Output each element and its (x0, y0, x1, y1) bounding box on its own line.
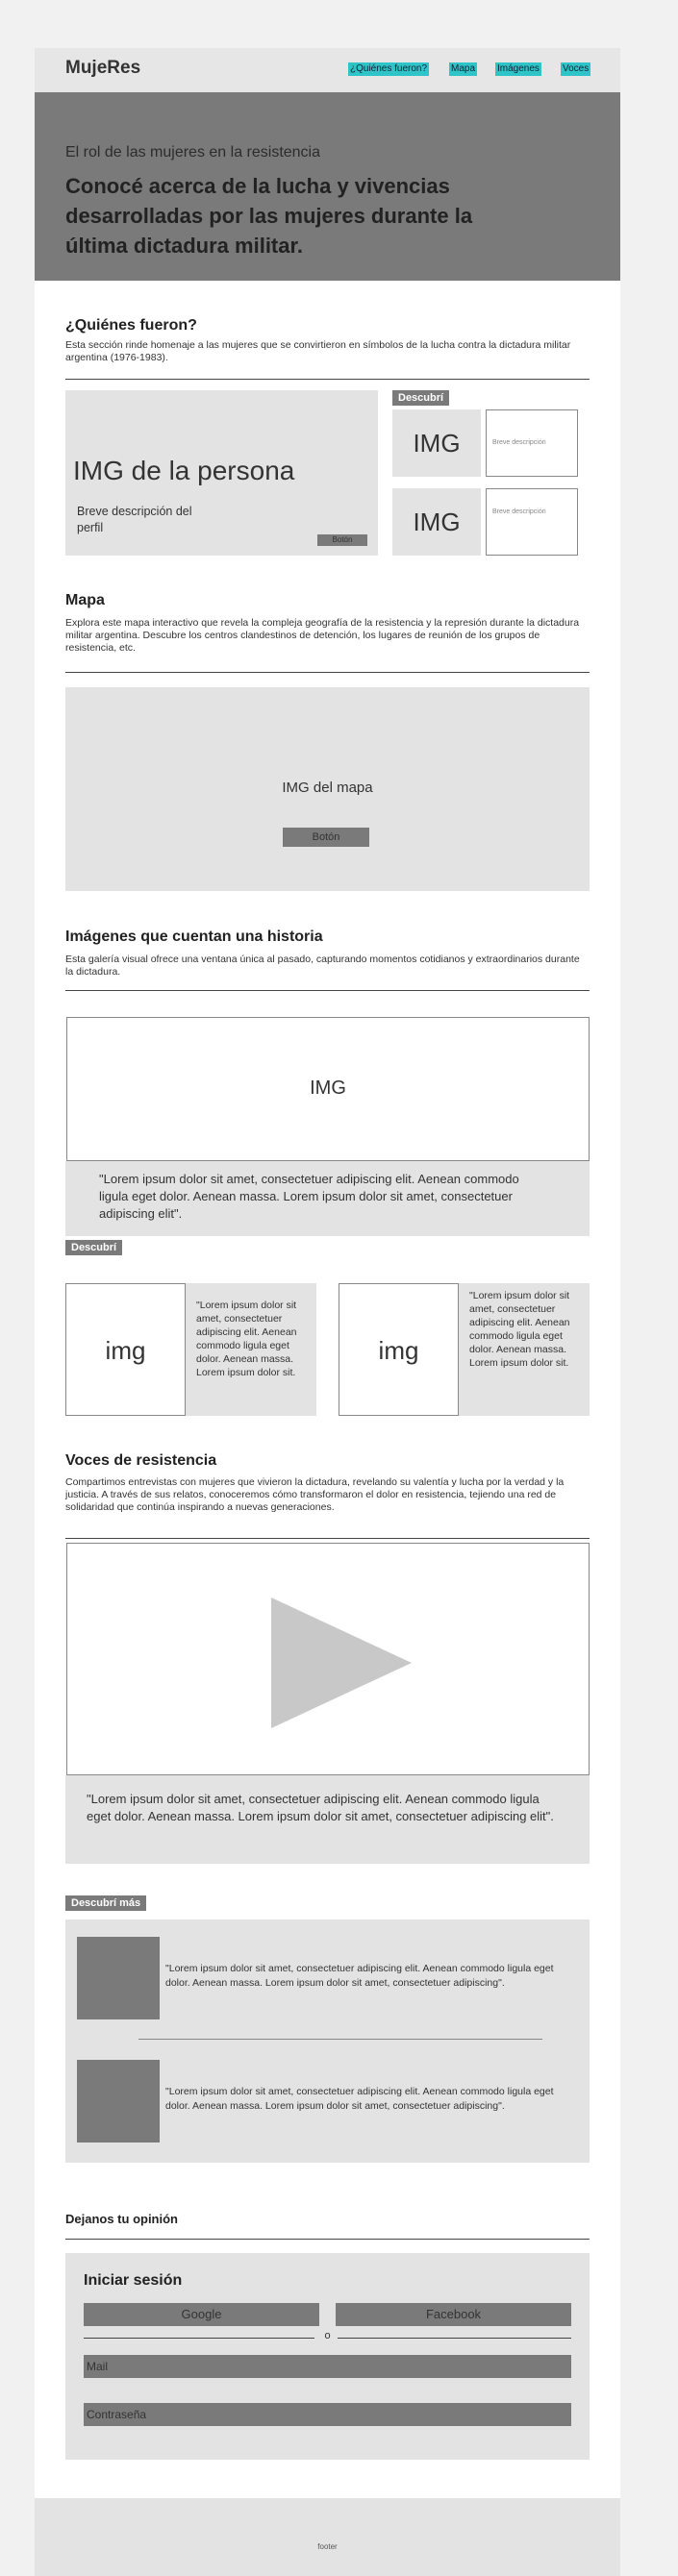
video-quote: "Lorem ipsum dolor sit amet, consectetuer adipiscing elit. Aenean commodo ligula eget dolor. Aenean massa. Lorem ipsum dolor sit amet, consectetuer adipiscing elit". (87, 1792, 554, 1823)
gallery-main-caption (65, 1161, 590, 1236)
section-divider (65, 2239, 590, 2240)
section-title-mapa: Mapa (65, 592, 105, 608)
footer (35, 2498, 620, 2576)
voices-list (65, 1920, 590, 2163)
nav-link-quienes[interactable]: ¿Quiénes fueron? (350, 63, 428, 74)
login-title: Iniciar sesión (84, 2272, 183, 2289)
gallery-card-text: "Lorem ipsum dolor sit amet, consectetuer adipiscing elit. Aenean commodo ligula eget dolor. Aenean massa. Lorem ipsum dolor sit. (196, 1300, 297, 1378)
profile-card-desc: Breve descripción (492, 439, 546, 446)
nav-link-voces[interactable]: Voces (563, 63, 590, 74)
or-label: o (324, 2330, 331, 2341)
profile-card-main[interactable] (65, 390, 378, 556)
top-navbar (35, 48, 620, 92)
map-container[interactable] (65, 687, 590, 891)
nav-link-imagenes[interactable]: Imágenes (497, 63, 540, 74)
profile-card-desc-box (486, 409, 578, 477)
map-button[interactable]: Botón (283, 828, 369, 847)
section-divider (65, 1538, 590, 1539)
section-desc-mapa: Explora este mapa interactivo que revela la compleja geografía de la resistencia y la represión durante la dictadura militar argentina. Descubre los centros clandestinos de detención, los lugares de reunión de los grupos de resistencia, etc. (65, 617, 580, 654)
map-image: IMG del mapa (282, 780, 373, 796)
email-field[interactable]: Mail (84, 2355, 571, 2378)
section-divider (65, 379, 590, 380)
facebook-login-button[interactable]: Facebook (336, 2303, 571, 2326)
discover-tag[interactable]: Descubrí (392, 390, 449, 406)
profile-card-img[interactable]: IMG (392, 488, 481, 556)
profile-card-desc: Breve descripción (492, 508, 546, 515)
site-logo[interactable]: MujeRes (65, 58, 141, 78)
section-title-imagenes: Imágenes que cuentan una historia (65, 929, 323, 945)
gallery-card-image (339, 1283, 459, 1416)
gallery-card[interactable] (339, 1283, 590, 1416)
section-title-opinion: Dejanos tu opinión (65, 2212, 178, 2226)
password-field[interactable]: Contraseña (84, 2403, 571, 2426)
footer-text: footer (317, 2542, 338, 2551)
profile-card-img[interactable]: IMG (392, 409, 481, 477)
section-desc-quienes: Esta sección rinde homenaje a las mujeres que se convirtieron en símbolos de la lucha contra la dictadura militar argentina (1976-1983). (65, 339, 571, 363)
profile-main-image: IMG de la persona (73, 456, 295, 485)
login-panel (65, 2253, 590, 2460)
gallery-card-img-label: img (105, 1336, 146, 1365)
nav-link-mapa[interactable]: Mapa (451, 63, 476, 74)
voice-item-text: "Lorem ipsum dolor sit amet, consectetuer adipiscing elit. Aenean commodo ligula eget dolor. Aenean massa. Lorem ipsum dolor sit amet, consectetuer adipiscing". (165, 1963, 554, 1989)
profile-main-desc: Breve descripción del perfil (77, 505, 192, 534)
gallery-main-img-label: IMG (310, 1077, 346, 1099)
gallery-card[interactable] (65, 1283, 316, 1416)
voice-item-text: "Lorem ipsum dolor sit amet, consectetuer adipiscing elit. Aenean commodo ligula eget dolor. Aenean massa. Lorem ipsum dolor sit amet, consectetuer adipiscing". (165, 2086, 554, 2112)
section-desc-voces: Compartimos entrevistas con mujeres que vivieron la dictadura, revelando su valentía y lucha por la verdad y la justicia. A través de sus relatos, conoceremos cómo transformaron el dolor en resistencia, tejiendo una red de solidaridad que continúa inspirando a nuevas generaciones. (65, 1476, 565, 1513)
gallery-main-quote: "Lorem ipsum dolor sit amet, consectetuer adipiscing elit. Aenean commodo ligula eget dolor. Aenean massa. Lorem ipsum dolor sit amet, consectetuer adipiscing elit". (99, 1172, 519, 1221)
hero-title: Conocé acerca de la lucha y vivencias desarrolladas por las mujeres durante la última dictadura militar. (65, 174, 473, 258)
gallery-card-text: "Lorem ipsum dolor sit amet, consectetuer adipiscing elit. Aenean commodo ligula eget dolor. Aenean massa. Lorem ipsum dolor sit. (469, 1290, 570, 1369)
play-icon[interactable] (269, 1598, 414, 1728)
hero-subtitle: El rol de las mujeres en la resistencia (65, 144, 321, 161)
gallery-card-img-label: img (378, 1336, 419, 1365)
section-divider (65, 672, 590, 673)
discover-more-tag[interactable]: Descubrí más (65, 1895, 146, 1911)
google-login-button[interactable]: Google (84, 2303, 319, 2326)
list-divider (138, 2039, 542, 2040)
video-player[interactable] (66, 1543, 590, 1775)
section-title-quienes: ¿Quiénes fueron? (65, 317, 197, 334)
voice-thumbnail[interactable] (77, 1937, 160, 2019)
page-container (35, 48, 620, 2576)
profile-main-button[interactable]: Botón (317, 534, 367, 546)
section-divider (65, 990, 590, 991)
section-title-voces: Voces de resistencia (65, 1452, 217, 1469)
discover-tag[interactable]: Descubrí (65, 1240, 122, 1255)
video-caption (65, 1775, 590, 1864)
gallery-main-image[interactable] (66, 1017, 590, 1161)
or-divider-right (338, 2338, 571, 2339)
profile-card-desc-box (486, 488, 578, 556)
voice-thumbnail[interactable] (77, 2060, 160, 2143)
gallery-card-image (65, 1283, 186, 1416)
section-desc-imagenes: Esta galería visual ofrece una ventana única al pasado, capturando momentos cotidianos y extraordinarios durante la dictadura. (65, 954, 580, 978)
